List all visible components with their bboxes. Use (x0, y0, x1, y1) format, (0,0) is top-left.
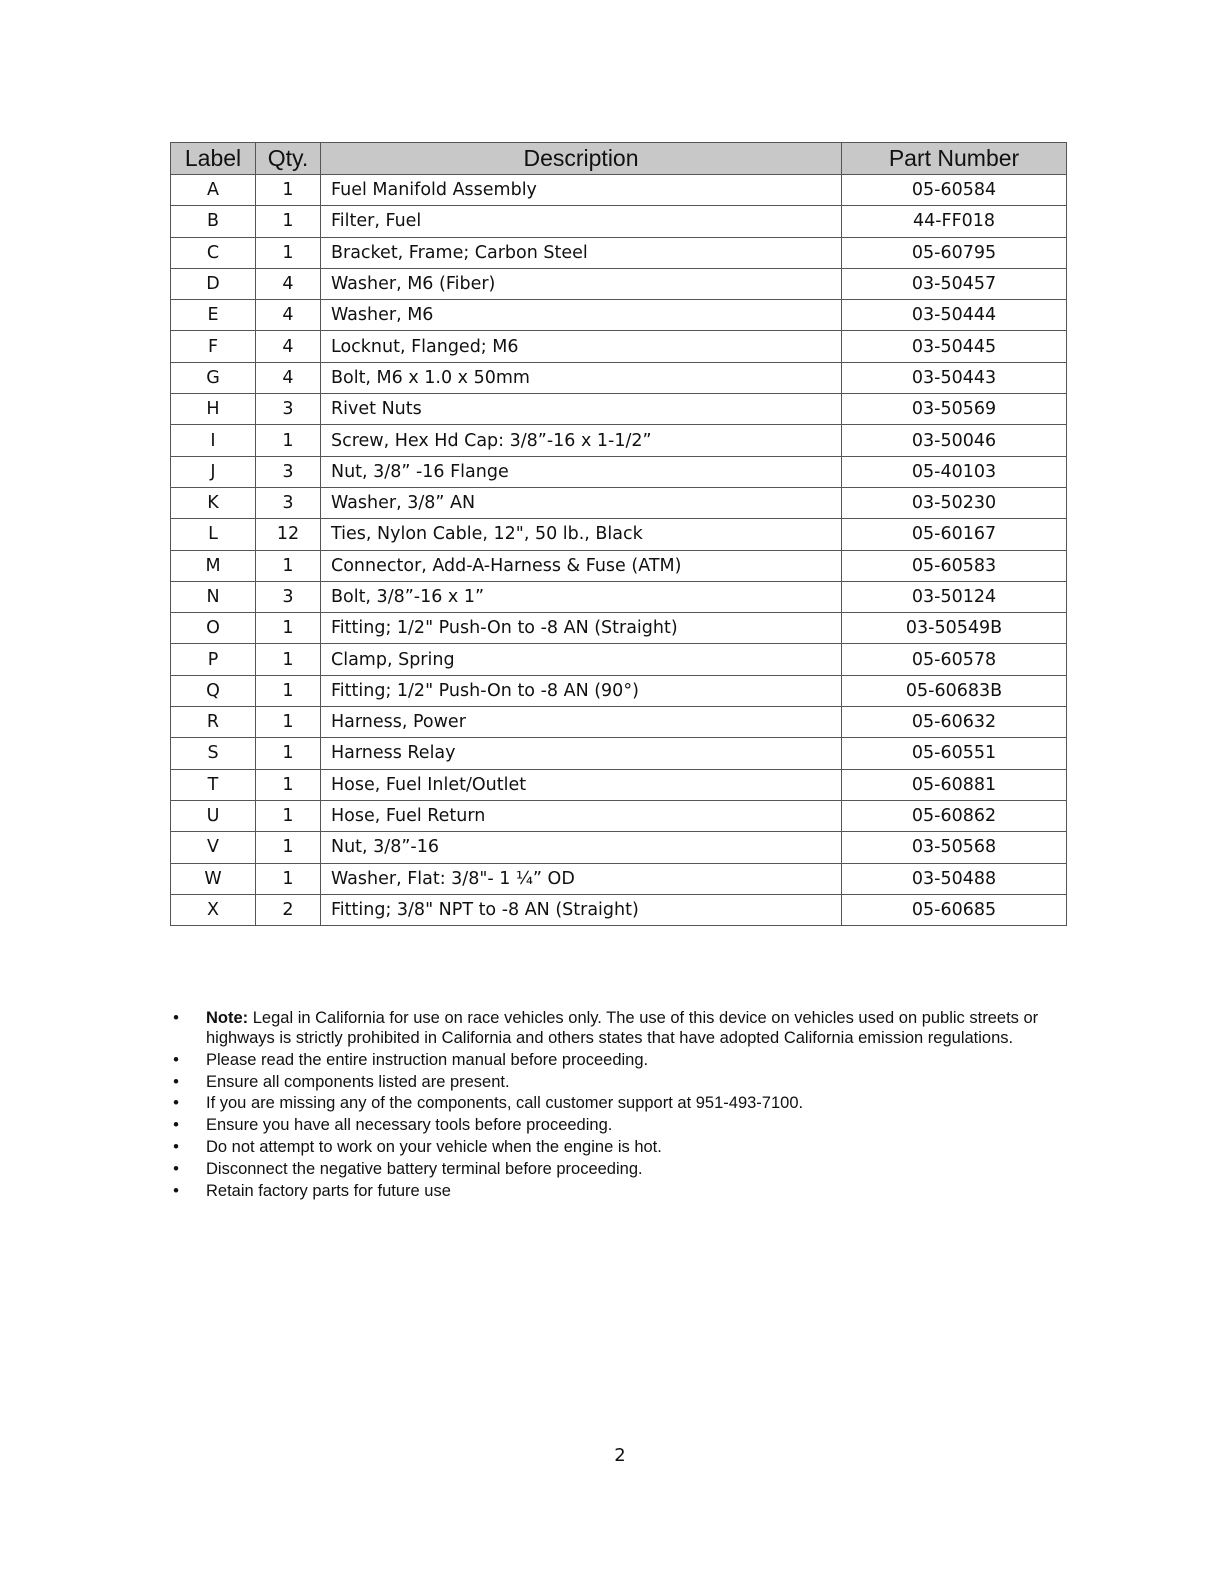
row-description-cell: Ties, Nylon Cable, 12", 50 lb., Black (321, 519, 842, 550)
row-part-number-cell: 44-FF018 (842, 206, 1067, 237)
bullet-icon: • (173, 1094, 179, 1113)
row-qty-cell: 1 (256, 832, 321, 863)
row-label-cell: I (171, 425, 256, 456)
row-part-number-cell: 05-40103 (842, 456, 1067, 487)
note-text: Retain factory parts for future use (206, 1181, 451, 1200)
bullet-icon: • (173, 1050, 179, 1069)
note-item (170, 1072, 1050, 1092)
row-label-cell: C (171, 237, 256, 268)
row-label-cell: S (171, 738, 256, 769)
note-text: If you are missing any of the components, call customer support at 951-493-7100. (206, 1094, 804, 1113)
row-part-number-cell: 05-60551 (842, 738, 1067, 769)
table-row (171, 425, 1067, 456)
table-row (171, 206, 1067, 237)
row-part-number-cell: 05-60583 (842, 550, 1067, 581)
row-description-cell: Fitting; 1/2" Push-On to -8 AN (Straight) (321, 613, 842, 644)
bullet-icon: • (173, 1116, 179, 1135)
row-qty-cell: 1 (256, 738, 321, 769)
table-row (171, 175, 1067, 206)
row-label-cell: J (171, 456, 256, 487)
row-part-number-cell: 03-50569 (842, 394, 1067, 425)
row-part-number-cell: 03-50046 (842, 425, 1067, 456)
header-qty: Qty. (256, 143, 321, 175)
row-description-cell: Fitting; 1/2" Push-On to -8 AN (90°) (321, 675, 842, 706)
row-part-number-cell: 03-50443 (842, 362, 1067, 393)
row-label-cell: P (171, 644, 256, 675)
row-qty-cell: 2 (256, 894, 321, 925)
table-row (171, 487, 1067, 518)
row-label-cell: B (171, 206, 256, 237)
note-item (170, 1181, 1050, 1201)
row-part-number-cell: 03-50124 (842, 581, 1067, 612)
note-text: Do not attempt to work on your vehicle when the engine is hot. (206, 1137, 662, 1156)
row-description-cell: Nut, 3/8”-16 (321, 832, 842, 863)
row-qty-cell: 3 (256, 456, 321, 487)
table-row (171, 331, 1067, 362)
row-qty-cell: 3 (256, 394, 321, 425)
table-row (171, 832, 1067, 863)
parts-table-body (171, 175, 1067, 926)
table-row (171, 362, 1067, 393)
row-qty-cell: 1 (256, 863, 321, 894)
row-label-cell: W (171, 863, 256, 894)
row-label-cell: E (171, 300, 256, 331)
row-description-cell: Bolt, 3/8”-16 x 1” (321, 581, 842, 612)
note-item (170, 1093, 1050, 1113)
row-description-cell: Harness, Power (321, 707, 842, 738)
row-qty-cell: 1 (256, 175, 321, 206)
row-description-cell: Hose, Fuel Inlet/Outlet (321, 769, 842, 800)
row-qty-cell: 3 (256, 487, 321, 518)
table-row (171, 300, 1067, 331)
row-part-number-cell: 03-50568 (842, 832, 1067, 863)
row-qty-cell: 4 (256, 331, 321, 362)
row-part-number-cell: 05-60685 (842, 894, 1067, 925)
row-label-cell: Q (171, 675, 256, 706)
row-description-cell: Filter, Fuel (321, 206, 842, 237)
note-item (170, 1137, 1050, 1157)
parts-table (170, 142, 1067, 926)
bullet-icon: • (173, 1137, 179, 1156)
row-label-cell: N (171, 581, 256, 612)
table-row (171, 894, 1067, 925)
row-label-cell: A (171, 175, 256, 206)
row-description-cell: Fitting; 3/8" NPT to -8 AN (Straight) (321, 894, 842, 925)
note-item (170, 1008, 1050, 1048)
table-row (171, 581, 1067, 612)
bullet-icon: • (173, 1181, 179, 1200)
note-label: Note: (206, 1009, 249, 1027)
note-text: Legal in California for use on race vehicles only. The use of this device on vehicles used on public streets or highways is strictly prohibited in California and others states that have adopted California emission regulations. (206, 1009, 1039, 1047)
row-part-number-cell: 03-50549B (842, 613, 1067, 644)
row-label-cell: V (171, 832, 256, 863)
bullet-icon: • (173, 1072, 179, 1091)
table-row (171, 519, 1067, 550)
table-row (171, 268, 1067, 299)
row-part-number-cell: 05-60632 (842, 707, 1067, 738)
row-part-number-cell: 03-50457 (842, 268, 1067, 299)
row-qty-cell: 1 (256, 800, 321, 831)
row-label-cell: R (171, 707, 256, 738)
row-part-number-cell: 03-50488 (842, 863, 1067, 894)
row-part-number-cell: 03-50445 (842, 331, 1067, 362)
row-description-cell: Bolt, M6 x 1.0 x 50mm (321, 362, 842, 393)
row-part-number-cell: 03-50444 (842, 300, 1067, 331)
row-label-cell: K (171, 487, 256, 518)
row-qty-cell: 1 (256, 644, 321, 675)
row-qty-cell: 12 (256, 519, 321, 550)
row-description-cell: Washer, M6 (321, 300, 842, 331)
table-row (171, 644, 1067, 675)
note-text: Please read the entire instruction manual before proceeding. (206, 1050, 649, 1069)
row-description-cell: Nut, 3/8” -16 Flange (321, 456, 842, 487)
row-qty-cell: 3 (256, 581, 321, 612)
row-part-number-cell: 05-60683B (842, 675, 1067, 706)
row-part-number-cell: 03-50230 (842, 487, 1067, 518)
page-number: 2 (614, 1445, 626, 1466)
table-row (171, 800, 1067, 831)
table-row (171, 863, 1067, 894)
row-description-cell: Washer, M6 (Fiber) (321, 268, 842, 299)
note-text: Ensure all components listed are present. (206, 1072, 510, 1091)
notes-list (170, 1008, 1050, 1202)
table-row (171, 237, 1067, 268)
row-part-number-cell: 05-60167 (842, 519, 1067, 550)
row-label-cell: H (171, 394, 256, 425)
row-qty-cell: 4 (256, 300, 321, 331)
row-part-number-cell: 05-60584 (842, 175, 1067, 206)
row-qty-cell: 1 (256, 237, 321, 268)
row-qty-cell: 1 (256, 550, 321, 581)
row-description-cell: Hose, Fuel Return (321, 800, 842, 831)
table-row (171, 394, 1067, 425)
row-description-cell: Rivet Nuts (321, 394, 842, 425)
row-description-cell: Connector, Add-A-Harness & Fuse (ATM) (321, 550, 842, 581)
row-qty-cell: 1 (256, 769, 321, 800)
row-label-cell: U (171, 800, 256, 831)
table-row (171, 550, 1067, 581)
row-qty-cell: 4 (256, 268, 321, 299)
row-label-cell: G (171, 362, 256, 393)
table-row (171, 738, 1067, 769)
row-description-cell: Harness Relay (321, 738, 842, 769)
bullet-icon: • (173, 1159, 179, 1178)
table-header-row (171, 143, 1067, 175)
header-description: Description (321, 143, 842, 175)
row-label-cell: T (171, 769, 256, 800)
note-item (170, 1050, 1050, 1070)
note-item (170, 1159, 1050, 1179)
row-qty-cell: 1 (256, 707, 321, 738)
row-part-number-cell: 05-60862 (842, 800, 1067, 831)
table-row (171, 707, 1067, 738)
row-label-cell: M (171, 550, 256, 581)
row-description-cell: Clamp, Spring (321, 644, 842, 675)
row-label-cell: D (171, 268, 256, 299)
row-description-cell: Washer, Flat: 3/8"- 1 ¼” OD (321, 863, 842, 894)
note-text: Disconnect the negative battery terminal before proceeding. (206, 1159, 643, 1178)
bullet-icon: • (173, 1009, 179, 1027)
header-label: Label (171, 143, 256, 175)
row-description-cell: Bracket, Frame; Carbon Steel (321, 237, 842, 268)
table-row (171, 456, 1067, 487)
note-text: Ensure you have all necessary tools before proceeding. (206, 1116, 613, 1135)
row-label-cell: X (171, 894, 256, 925)
row-description-cell: Fuel Manifold Assembly (321, 175, 842, 206)
row-qty-cell: 1 (256, 425, 321, 456)
header-part-number: Part Number (842, 143, 1067, 175)
note-item (170, 1115, 1050, 1135)
row-label-cell: L (171, 519, 256, 550)
row-description-cell: Locknut, Flanged; M6 (321, 331, 842, 362)
row-part-number-cell: 05-60881 (842, 769, 1067, 800)
row-description-cell: Screw, Hex Hd Cap: 3/8”-16 x 1-1/2” (321, 425, 842, 456)
table-row (171, 613, 1067, 644)
row-part-number-cell: 05-60795 (842, 237, 1067, 268)
row-label-cell: O (171, 613, 256, 644)
row-part-number-cell: 05-60578 (842, 644, 1067, 675)
row-qty-cell: 1 (256, 206, 321, 237)
row-qty-cell: 4 (256, 362, 321, 393)
row-description-cell: Washer, 3/8” AN (321, 487, 842, 518)
row-qty-cell: 1 (256, 613, 321, 644)
row-qty-cell: 1 (256, 675, 321, 706)
table-row (171, 769, 1067, 800)
table-row (171, 675, 1067, 706)
row-label-cell: F (171, 331, 256, 362)
